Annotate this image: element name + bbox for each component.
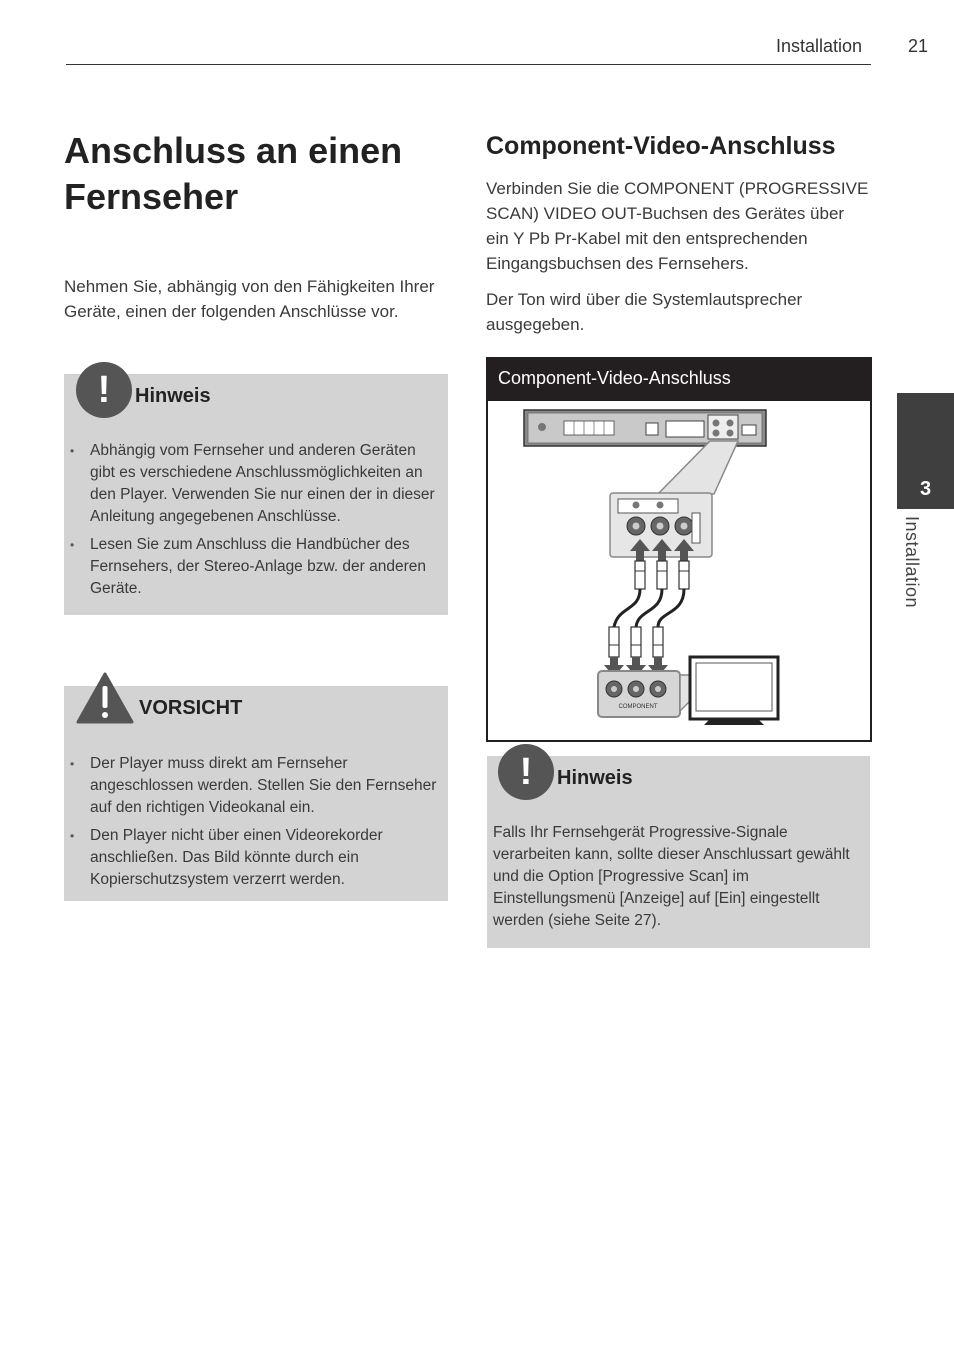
note-list [64, 440, 442, 606]
section-heading: Component-Video-Anschluss [486, 132, 836, 160]
diagram-title: Component-Video-Anschluss [488, 359, 870, 401]
exclamation-icon: ! [76, 362, 132, 418]
caution-title: VORSICHT [139, 697, 243, 719]
chapter-label: Installation [902, 516, 922, 609]
header-divider [66, 64, 871, 65]
page-title-line-2: Fernseher [64, 176, 239, 217]
running-header: Installation [776, 36, 863, 56]
note-2-title: Hinweis [557, 767, 633, 789]
note-2-text: Falls Ihr Fernsehgerät Progressive-Signale verarbeiten kann, sollte dieser Anschlussart gewählt und die Option [Progressive Scan] im Einstellungsmenü [Anzeige] auf [Ein] eingestellt werden (siehe Seite 27). [493, 824, 850, 929]
chapter-tab [897, 393, 954, 509]
tv-jack-panel [598, 671, 680, 717]
section-paragraph-1: Verbinden Sie die COMPONENT (PROGRESSIVE SCAN) VIDEO OUT-Buchsen des Gerätes über ein Y Pb Pr-Kabel mit den entsprechenden Eingangsbuchsen des Fernsehers. [486, 179, 869, 273]
intro-paragraph: Nehmen Sie, abhängig von den Fähigkeiten Ihrer Geräte, einen der folgenden Anschlüsse vor. [64, 277, 435, 321]
note-item: • Lesen Sie zum Anschluss die Handbücher des Fernsehers, der Stereo-Anlage bzw. der anderen Geräte. [64, 534, 442, 600]
page-title-line-1: Anschluss an einen [64, 130, 403, 171]
exclamation-icon: ! [498, 744, 554, 800]
page-title [64, 128, 454, 220]
caution-item: • Den Player nicht über einen Videorekorder anschließen. Das Bild könnte durch ein Kopierschutzsystem verzerrt werden. [64, 825, 442, 891]
connection-diagram [486, 357, 872, 742]
chapter-number: 3 [919, 478, 932, 500]
caution-item: • Der Player muss direkt am Fernseher angeschlossen werden. Stellen Sie den Fernseher auf den richtigen Videokanal ein. [64, 753, 442, 819]
caution-list [64, 753, 442, 897]
tv-jack-label: COMPONENT [618, 704, 658, 710]
tv-illustration [690, 657, 778, 725]
page-number: 21 [908, 36, 929, 56]
note-item: • Abhängig vom Fernseher und anderen Geräten gibt es verschiedene Anschlussmöglichkeiten an den Player. Verwenden Sie nur einen der in dieser Anleitung angegebenen Anschlüsse. [64, 440, 442, 528]
connection-illustration [488, 401, 870, 740]
note-title: Hinweis [135, 385, 211, 407]
warning-triangle-icon [76, 672, 134, 724]
section-paragraph-2: Der Ton wird über die Systemlautsprecher ausgegeben. [486, 290, 803, 334]
